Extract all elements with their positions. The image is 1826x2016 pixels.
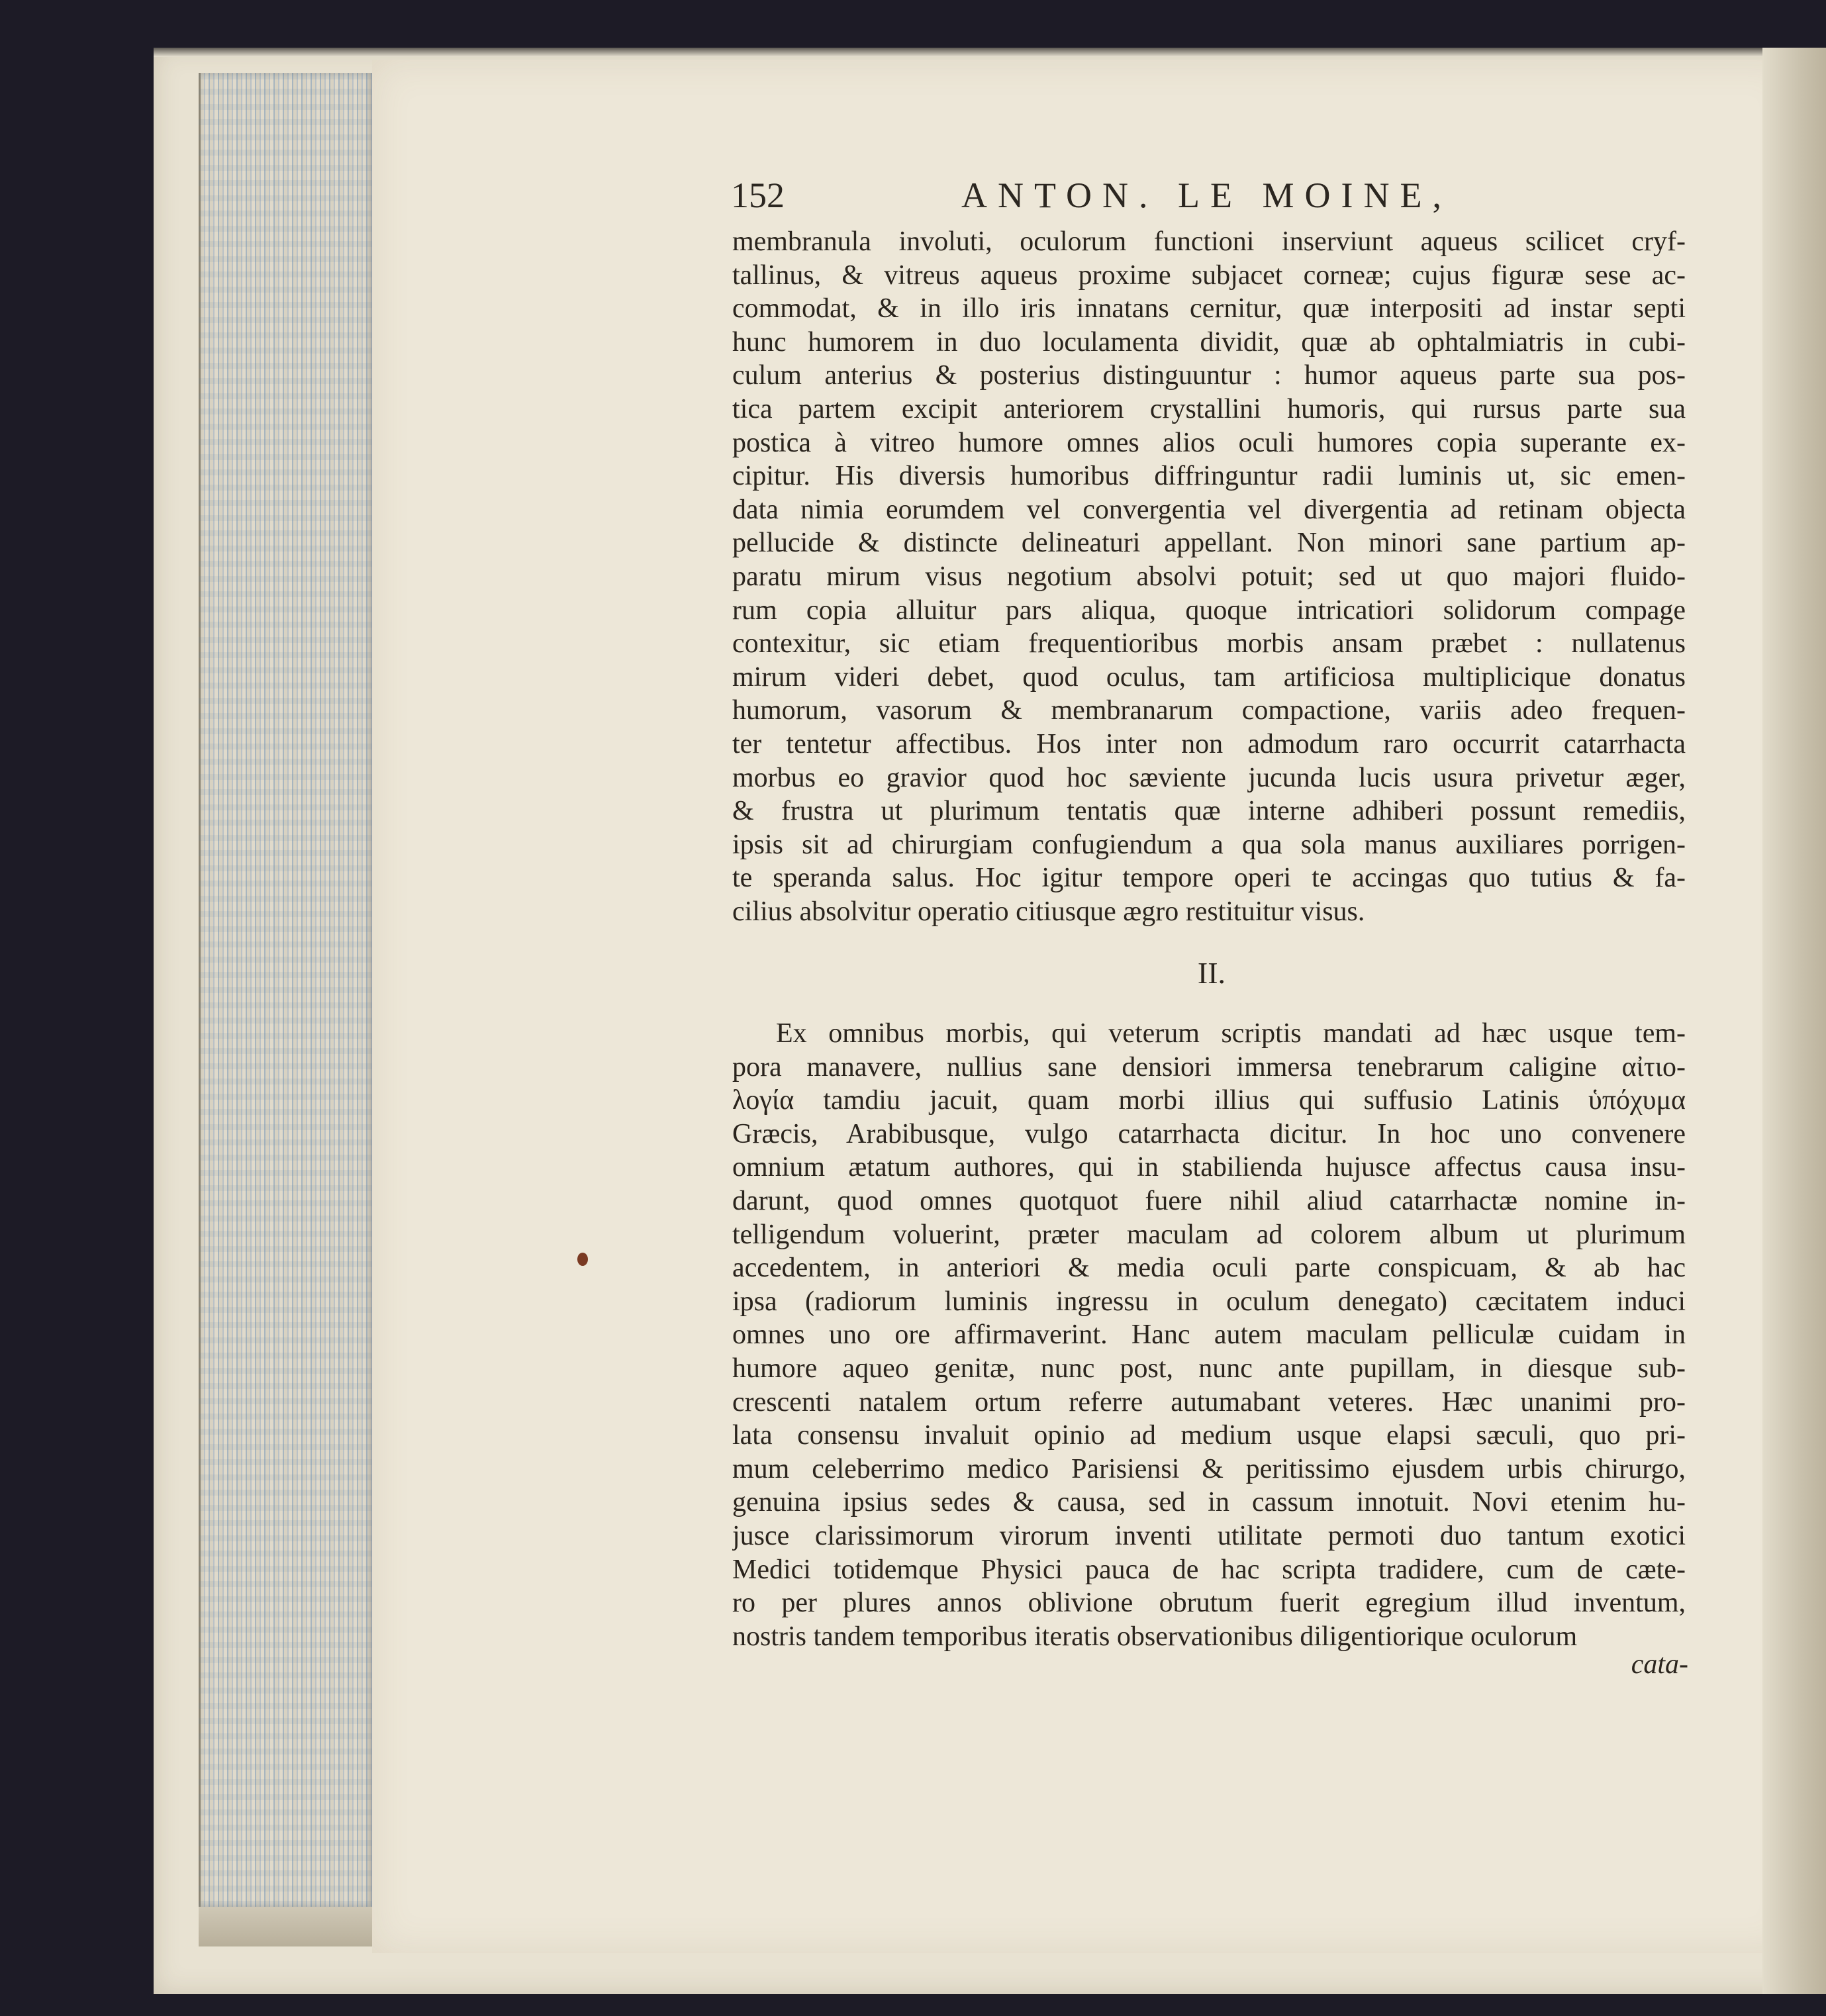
- text-line: darunt, quod omnes quotquot fuere nihil aliud catarrhactæ nomine in-: [732, 1185, 1686, 1216]
- text-line: morbus eo gravior quod hoc sæviente jucunda lucis usura privetur æger,: [732, 762, 1686, 793]
- text-line: genuina ipsius sedes & causa, sed in cassum innotuit. Novi etenim hu-: [732, 1487, 1686, 1518]
- text-line: ter tentetur affectibus. Hos inter non admodum raro occurrit catarrhacta: [732, 728, 1686, 759]
- book-gutter: [1762, 48, 1826, 1994]
- text-line: ro per plures annos oblivione obrutum fuerit egregium illud inventum,: [732, 1588, 1686, 1619]
- text-line: omnes uno ore affirmaverint. Hanc autem maculam pelliculæ cuidam in: [732, 1320, 1686, 1351]
- text-line: pellucide & distincte delineaturi appellant. Non minori sane partium ap-: [732, 528, 1686, 559]
- page-edges-bottom: [199, 1907, 372, 1946]
- paragraph-1: [732, 225, 1686, 928]
- text-line: humore aqueo genitæ, nunc post, nunc ante pupillam, in diesque sub-: [732, 1353, 1686, 1384]
- text-line: jusce clarissimorum virorum inventi utilitate permoti duo tantum exotici: [732, 1520, 1686, 1551]
- text-line: accedentem, in anteriori & media oculi parte conspicuam, & ab hac: [732, 1253, 1686, 1284]
- text-line: tica partem excipit anteriorem crystallini humoris, qui rursus parte sua: [732, 393, 1686, 424]
- text-line: hunc humorem in duo loculamenta dividit, quæ ab ophtalmiatris in cubi-: [732, 326, 1686, 358]
- text-line: ipsa (radiorum luminis ingressu in oculum denegato) cæcitatem induci: [732, 1286, 1686, 1317]
- page-number: 152: [731, 175, 785, 215]
- page-edges-speckle: [199, 73, 372, 1907]
- text-line: pora manavere, nullius sane densiori immersa tenebrarum caligine αἰτιο-: [732, 1051, 1686, 1082]
- text-line: tallinus, & vitreus aqueus proxime subjacet corneæ; cujus figuræ sese ac-: [732, 260, 1686, 291]
- text-line: Græcis, Arabibusque, vulgo catarrhacta dicitur. In hoc uno convenere: [732, 1118, 1686, 1149]
- text-line: cilius absolvitur operatio citiusque ægro restituitur visus.: [732, 896, 1365, 927]
- paragraph-2: [732, 1017, 1686, 1653]
- text-line: ipsis sit ad chirurgiam confugiendum a qua sola manus auxiliares porrigen-: [732, 829, 1686, 860]
- book-top-shadow: [154, 48, 1826, 57]
- text-line: humorum, vasorum & membranarum compactione, variis adeo frequen-: [732, 695, 1686, 726]
- text-line: commodat, & in illo iris innatans cernitur, quæ interpositi ad instar septi: [732, 293, 1686, 324]
- text-line: data nimia eorumdem vel convergentia vel divergentia ad retinam objecta: [732, 494, 1686, 525]
- text-line: contexitur, sic etiam frequentioribus morbis ansam præbet : nullatenus: [732, 628, 1686, 659]
- text-line: rum copia alluitur pars aliqua, quoque intricatiori solidorum compage: [732, 595, 1686, 626]
- text-line: nostris tandem temporibus iteratis observationibus diligentiorique oculorum: [732, 1621, 1578, 1652]
- text-line: culum anterius & posterius distinguuntur : humor aqueus parte sua pos-: [732, 360, 1686, 391]
- foxing-spot: [577, 1253, 588, 1266]
- text-line: Medici totidemque Physici pauca de hac scripta tradidere, cum de cæte-: [732, 1554, 1686, 1585]
- text-line: telligendum voluerint, præter maculam ad colorem album ut plurimum: [732, 1219, 1686, 1250]
- running-head: ANTON. LE MOINE,: [961, 175, 1452, 215]
- text-line: mirum videri debet, quod oculus, tam artificiosa multiplicique donatus: [732, 661, 1686, 693]
- section-number: II.: [1197, 956, 1226, 990]
- text-line: omnium ætatum authores, qui in stabilienda hujusce affectus causa insu-: [732, 1152, 1686, 1183]
- text-line: λογία tamdiu jacuit, quam morbi illius qui suffusio Latinis ὑπόχυμα: [732, 1085, 1686, 1116]
- text-line: mum celeberrimo medico Parisiensi & peritissimo ejusdem urbis chirurgo,: [732, 1453, 1686, 1484]
- text-line: te speranda salus. Hoc igitur tempore operi te accingas quo tutius & fa-: [732, 863, 1686, 894]
- text-line: crescenti natalem ortum referre autumabant veteres. Hæc unanimi pro-: [732, 1386, 1686, 1417]
- catchword: cata-: [1631, 1649, 1688, 1680]
- text-line: postica à vitreo humore omnes alios oculi humores copia superante ex-: [732, 427, 1686, 458]
- text-line: membranula involuti, oculorum functioni inserviunt aqueus scilicet cryf-: [732, 226, 1686, 257]
- text-line: Ex omnibus morbis, qui veterum scriptis mandati ad hæc usque tem-: [776, 1018, 1686, 1049]
- text-line: cipitur. His diversis humoribus diffringuntur radii luminis ut, sic emen-: [732, 461, 1686, 492]
- text-line: lata consensu invaluit opinio ad medium usque elapsi sæculi, quo pri-: [732, 1420, 1686, 1451]
- text-line: & frustra ut plurimum tentatis quæ interne adhiberi possunt remediis,: [732, 796, 1686, 827]
- text-line: paratu mirum visus negotium absolvi potuit; sed ut quo majori fluido-: [732, 561, 1686, 592]
